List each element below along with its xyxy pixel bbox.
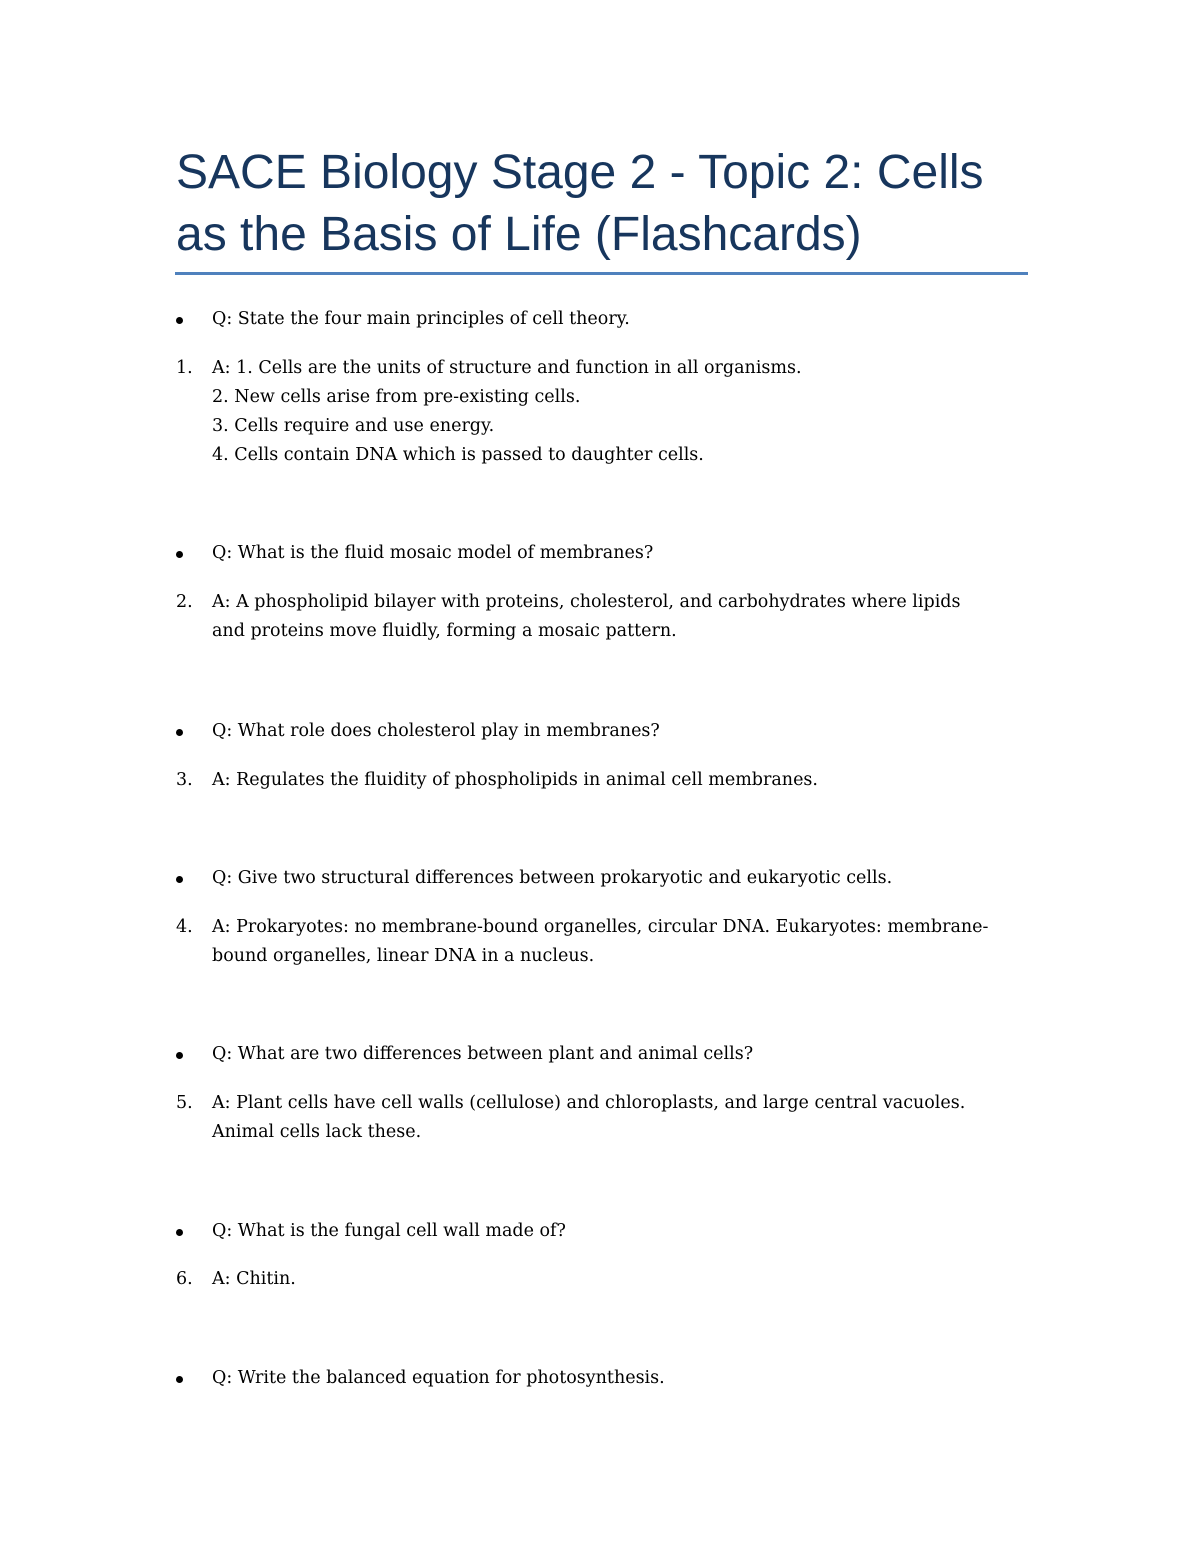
flashcard-question: Q: State the four main principles of cell theory.	[212, 309, 630, 329]
answer-number: 2.	[176, 592, 193, 612]
flashcard-answer-line: A: Plant cells have cell walls (cellulose) and chloroplasts, and large central vacuoles.	[212, 1093, 966, 1113]
bullet-icon	[176, 1052, 183, 1059]
answer-number: 6.	[176, 1269, 193, 1289]
flashcard-answer-line: bound organelles, linear DNA in a nucleus.	[212, 946, 595, 966]
flashcard-answer-line: 4. Cells contain DNA which is passed to daughter cells.	[212, 445, 704, 465]
bullet-icon	[176, 317, 183, 324]
flashcard-answer-line: A: Prokaryotes: no membrane-bound organelles, circular DNA. Eukaryotes: membrane-	[212, 917, 989, 937]
bullet-icon	[176, 551, 183, 558]
flashcard-question: Q: What role does cholesterol play in membranes?	[212, 721, 660, 741]
flashcard-answer-line: A: A phospholipid bilayer with proteins, cholesterol, and carbohydrates where lipids	[212, 592, 961, 612]
flashcard-answer-line: Animal cells lack these.	[212, 1122, 422, 1142]
bullet-icon	[176, 1376, 183, 1383]
title-underline	[175, 272, 1028, 275]
document-title: SACE Biology Stage 2 - Topic 2: Cells as the Basis of Life (Flashcards)	[176, 146, 984, 261]
flashcard-answer-line: 2. New cells arise from pre-existing cells.	[212, 387, 581, 407]
answer-number: 3.	[176, 770, 193, 790]
answer-number: 4.	[176, 917, 193, 937]
flashcard-answer-line: A: Regulates the fluidity of phospholipids in animal cell membranes.	[212, 770, 818, 790]
answer-number: 5.	[176, 1093, 193, 1113]
bullet-icon	[176, 876, 183, 883]
flashcard-question: Q: Write the balanced equation for photosynthesis.	[212, 1368, 665, 1388]
flashcard-question: Q: Give two structural differences between prokaryotic and eukaryotic cells.	[212, 868, 893, 888]
bullet-icon	[176, 1229, 183, 1236]
flashcard-question: Q: What are two differences between plant and animal cells?	[212, 1044, 754, 1064]
flashcard-answer-line: and proteins move fluidly, forming a mosaic pattern.	[212, 621, 677, 641]
flashcard-question: Q: What is the fungal cell wall made of?	[212, 1221, 566, 1241]
answer-number: 1.	[176, 358, 193, 378]
flashcard-question: Q: What is the fluid mosaic model of membranes?	[212, 543, 654, 563]
flashcard-answer-line: A: 1. Cells are the units of structure and function in all organisms.	[212, 358, 802, 378]
flashcard-answer-line: 3. Cells require and use energy.	[212, 416, 495, 436]
bullet-icon	[176, 729, 183, 736]
flashcard-answer-line: A: Chitin.	[212, 1269, 296, 1289]
